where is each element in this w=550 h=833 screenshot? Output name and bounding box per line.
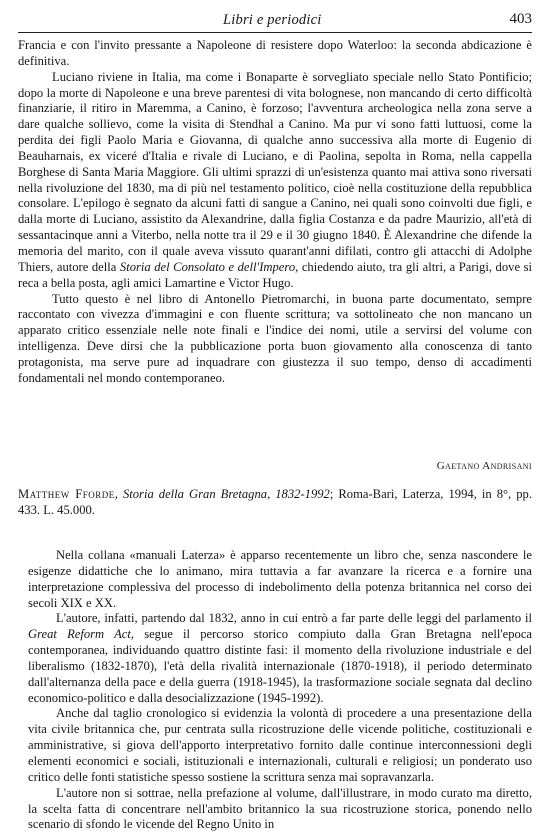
paragraph-text: , segue il percorso storico compiuto dalla Gran Bretagna nell'epoca contemporanea, individuando quattro distinte fasi: il momento della rivoluzione industriale e del liberalismo (1832-1870), l'età della rivalità internazionale (1870-1918), il periodo determinato dall'alternanza della pace e della guerra (1918-1945), la trasformazione sociale segnata dal declino economico-politico e dalla desocializzazione (1945-1992). [28,627,532,705]
running-title: Libri e periodici [223,12,322,28]
publication-info: ; Roma-Bari, Laterza, 1994, in 8°, pp. 433. L. 45.000. [18,487,532,517]
paragraph: Anche dal taglio cronologico si evidenzia la volontà di procedere a una presentazione della vita civile britannica che, pur centrata sulla ricostruzione delle vicende politiche, costituzionali e amministrative, si giova dell'apporto interpretativo fornito dalle continue interconnessioni degli elementi economici e sociali, istituzionali e internazionali, culturali e religiosi; un ponderato uso critico delle fonti statistiche spesso sostiene la scrittura senza mai sopravanzarla. [28,706,532,784]
paragraph: L'autore non si sottrae, nella prefazione al volume, dall'illustrare, in modo curato ma diretto, la scelta fatta di concentrare nell'ambito britannico la sua ricostruzione storica, ponendo nello scenario di sfondo le vicende del Regno Unito in [28,785,532,832]
paragraph-text: Luciano riviene in Italia, ma come i Bonaparte è sorvegliato speciale nello Stato Pontificio; dopo la morte di Napoleone e una breve parentesi di vita bolognese, non mancando di certo difficoltà finanziarie, il ritiro in Maremma, a Canino, è forzoso; l'avventura archeologica nella zona serve a dare qualche sollievo, come la visita di Stendhal a Canino. Ma pur vi sono fatti luttuosi, come la perdita dei figli Paolo Maria e Giovanna, di qualche anno successiva alla morte di Eugenio di Beauharnais, ex viceré d'Italia e rivale di Luciano, e di Paolina, sepolta in Roma, nella cappella Borghese di Santa Maria Maggiore. Gli ultimi sprazzi di un'esistenza quanto mai attiva sono riversati nella rivoluzione del 1830, ma di più nel testamento politico, cioè nella costituzione della repubblica consolare. L'epilogo è segnato da alcuni fatti di sangue a Canino, nei quali sono coinvolti due figli, e dalla morte di Luciano, assistito da Alexandrine, dalla figlia Costanza e da padre Maurizio, all'età di sessantacinque anni a Viterbo, nella notte tra il 29 e il 30 giugno 1840. È Alexandrine che difende la memoria del marito, con il quale aveva vissuto quarant'anni difilati, contro gli attacchi di Adolphe Thiers, autore della [18,69,532,274]
review-2-citation [18,487,532,519]
review-1-body [18,38,532,387]
cited-title: Storia del Consolato e dell'Impero [119,259,296,274]
paragraph: Francia e con l'invito pressante a Napoleone di resistere dopo Waterloo: la seconda abdicazione è definitiva. [18,38,532,68]
cited-title: Great Reform Act [28,627,131,642]
review-2-body [28,548,532,833]
citation: Matthew Fforde, Storia della Gran Bretagna, 1832-1992; Roma-Bari, Laterza, 1994, in 8°, pp. 433. L. 45.000. [18,487,532,517]
page-number: 403 [509,11,532,27]
reviewer-signature [437,460,532,472]
paragraph [18,70,532,292]
reviewer-name: Gaetano Andrisani [436,460,532,472]
paragraph [28,611,532,706]
header-rule [18,32,532,33]
book-author: Matthew Fforde [18,487,115,501]
paragraph-text: , chiedendo aiuto, tra gli altri, a Parigi, dove si reca a bella posta, agli amici Lamartine e Victor Hugo. [18,259,532,290]
running-header [18,10,532,32]
paragraph: Nella collana «manuali Laterza» è apparso recentemente un libro che, senza nascondere le esigenze didattiche che lo animano, mira tuttavia a far avanzare la ricerca e a fornire una interpretazione complessiva del processo di indebolimento della potenza britannica nel corso dei secoli XIX e XX. [28,548,532,610]
paragraph-text: L'autore, infatti, partendo dal 1832, anno in cui entrò a far parte delle leggi del parlamento il [56,611,532,626]
book-title: Storia della Gran Bretagna, 1832-1992 [122,487,330,501]
paragraph: Tutto questo è nel libro di Antonello Pietromarchi, in buona parte documentato, sempre raccontato con vivezza d'immagini e con fluente scrittura; va sottolineato che non mancano un apparato critico essenziale nelle note finali e l'indice dei nomi, utile a servirsi del volume con intelligenza. Deve dirsi che la pubblicazione porta buon giovamento alla conoscenza di tanto protagonista, ma serve pure ad inquadrare con giustezza il suo tempo, denso di accadimenti fondamentali nel mondo contemporaneo. [18,291,532,385]
